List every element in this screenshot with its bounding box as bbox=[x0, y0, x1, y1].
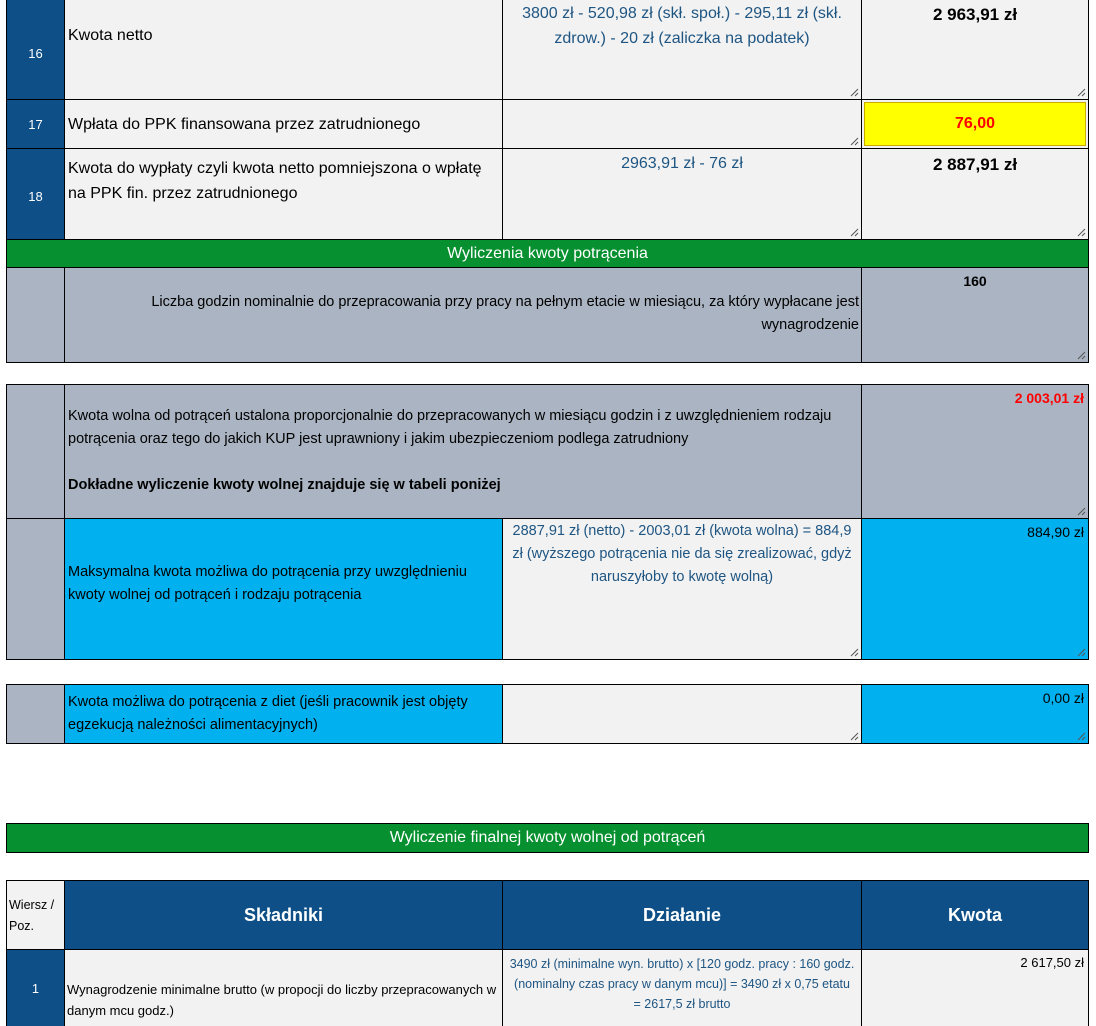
row-number: 16 bbox=[6, 0, 65, 100]
label-kwota-do-wyplaty: Kwota do wypłaty czyli kwota netto pomniejszona o wpłatę na PPK fin. przez zatrudnionego bbox=[64, 148, 503, 240]
amount-cell[interactable]: 2 617,50 zł bbox=[861, 949, 1089, 1026]
resize-grip-icon[interactable] bbox=[1075, 86, 1086, 97]
row-number bbox=[6, 518, 65, 660]
resize-grip-icon[interactable] bbox=[1075, 349, 1086, 360]
header-action: Działanie bbox=[502, 880, 862, 950]
action-cell[interactable] bbox=[502, 684, 862, 744]
section-title: Wyliczenia kwoty potrącenia bbox=[6, 239, 1089, 268]
label-maksymalna-kwota: Maksymalna kwota możliwa do potrącenia przy uwzględnieniu kwoty wolnej od potrąceń i rodzaju potrącenia bbox=[64, 518, 503, 660]
action-cell[interactable]: 2963,91 zł - 76 zł bbox=[502, 148, 862, 240]
header-amount: Kwota bbox=[861, 880, 1089, 950]
resize-grip-icon[interactable] bbox=[848, 135, 859, 146]
diet-amount-cell[interactable]: 0,00 zł bbox=[861, 684, 1089, 744]
row-number: 1 bbox=[6, 949, 65, 1026]
resize-grip-icon[interactable] bbox=[848, 86, 859, 97]
amount-cell[interactable]: 2 963,91 zł bbox=[861, 0, 1089, 100]
label-kwota-netto: Kwota netto bbox=[64, 0, 503, 100]
resize-grip-icon[interactable] bbox=[1075, 730, 1086, 741]
row-number: 18 bbox=[6, 148, 65, 240]
header-position: Wiersz / Poz. bbox=[6, 880, 65, 950]
resize-grip-icon[interactable] bbox=[848, 226, 859, 237]
label-kwota-wolna: Kwota wolna od potrąceń ustalona proporcjonalnie do przepracowanych w miesiącu godzin i z uwzględnieniem rodzaju potrącenia oraz tego do jakich KUP jest uprawniony i jakim ubezpieczeniom podlega zatrudniony Dokładne wyliczenie kwoty wolnej znajduje się w tabeli poniżej bbox=[64, 384, 862, 519]
action-cell[interactable]: 2887,91 zł (netto) - 2003,01 zł (kwota wolna) = 884,9 zł (wyższego potrącenia nie da się zrealizować, gdyż naruszyłoby to kwotę wolną) bbox=[502, 518, 862, 660]
resize-grip-icon[interactable] bbox=[1075, 505, 1086, 516]
section-title: Wyliczenie finalnej kwoty wolnej od potrąceń bbox=[6, 823, 1089, 853]
resize-grip-icon[interactable] bbox=[1075, 226, 1086, 237]
row-number bbox=[6, 384, 65, 519]
hours-value-cell[interactable]: 160 bbox=[861, 267, 1089, 363]
action-cell[interactable]: 3800 zł - 520,98 zł (skł. społ.) - 295,11 zł (skł. zdrow.) - 20 zł (zaliczka na podatek) bbox=[502, 0, 862, 100]
label-kwota-z-diet: Kwota możliwa do potrącenia z diet (jeśli pracownik jest objęty egzekucją należności alimentacyjnych) bbox=[64, 684, 503, 744]
action-cell[interactable] bbox=[502, 99, 862, 149]
resize-grip-icon[interactable] bbox=[848, 646, 859, 657]
resize-grip-icon[interactable] bbox=[1075, 646, 1086, 657]
amount-cell[interactable]: 2 887,91 zł bbox=[861, 148, 1089, 240]
header-components: Składniki bbox=[64, 880, 503, 950]
label-wplata-ppk: Wpłata do PPK finansowana przez zatrudnionego bbox=[64, 99, 503, 149]
row-number: 17 bbox=[6, 99, 65, 149]
action-cell[interactable]: 3490 zł (minimalne wyn. brutto) x [120 godz. pracy : 160 godz. (nominalny czas pracy w danym mcu)] = 3490 zł x 0,75 etatu = 2617,5 zł brutto bbox=[502, 949, 862, 1026]
free-amount-cell[interactable]: 2 003,01 zł bbox=[861, 384, 1089, 519]
max-amount-cell[interactable]: 884,90 zł bbox=[861, 518, 1089, 660]
row-number bbox=[6, 267, 65, 363]
label-godziny-nominalne: Liczba godzin nominalnie do przepracowania przy pracy na pełnym etacie w miesiącu, za który wypłacane jest wynagrodzenie bbox=[64, 267, 862, 363]
amount-cell[interactable] bbox=[861, 99, 1089, 149]
highlight-box: 76,00 bbox=[864, 102, 1086, 146]
resize-grip-icon[interactable] bbox=[848, 730, 859, 741]
label-wynagrodzenie-minimalne: Wynagrodzenie minimalne brutto (w propocji do liczby przepracowanych w danym mcu godz.) bbox=[64, 949, 503, 1026]
row-number bbox=[6, 684, 65, 744]
